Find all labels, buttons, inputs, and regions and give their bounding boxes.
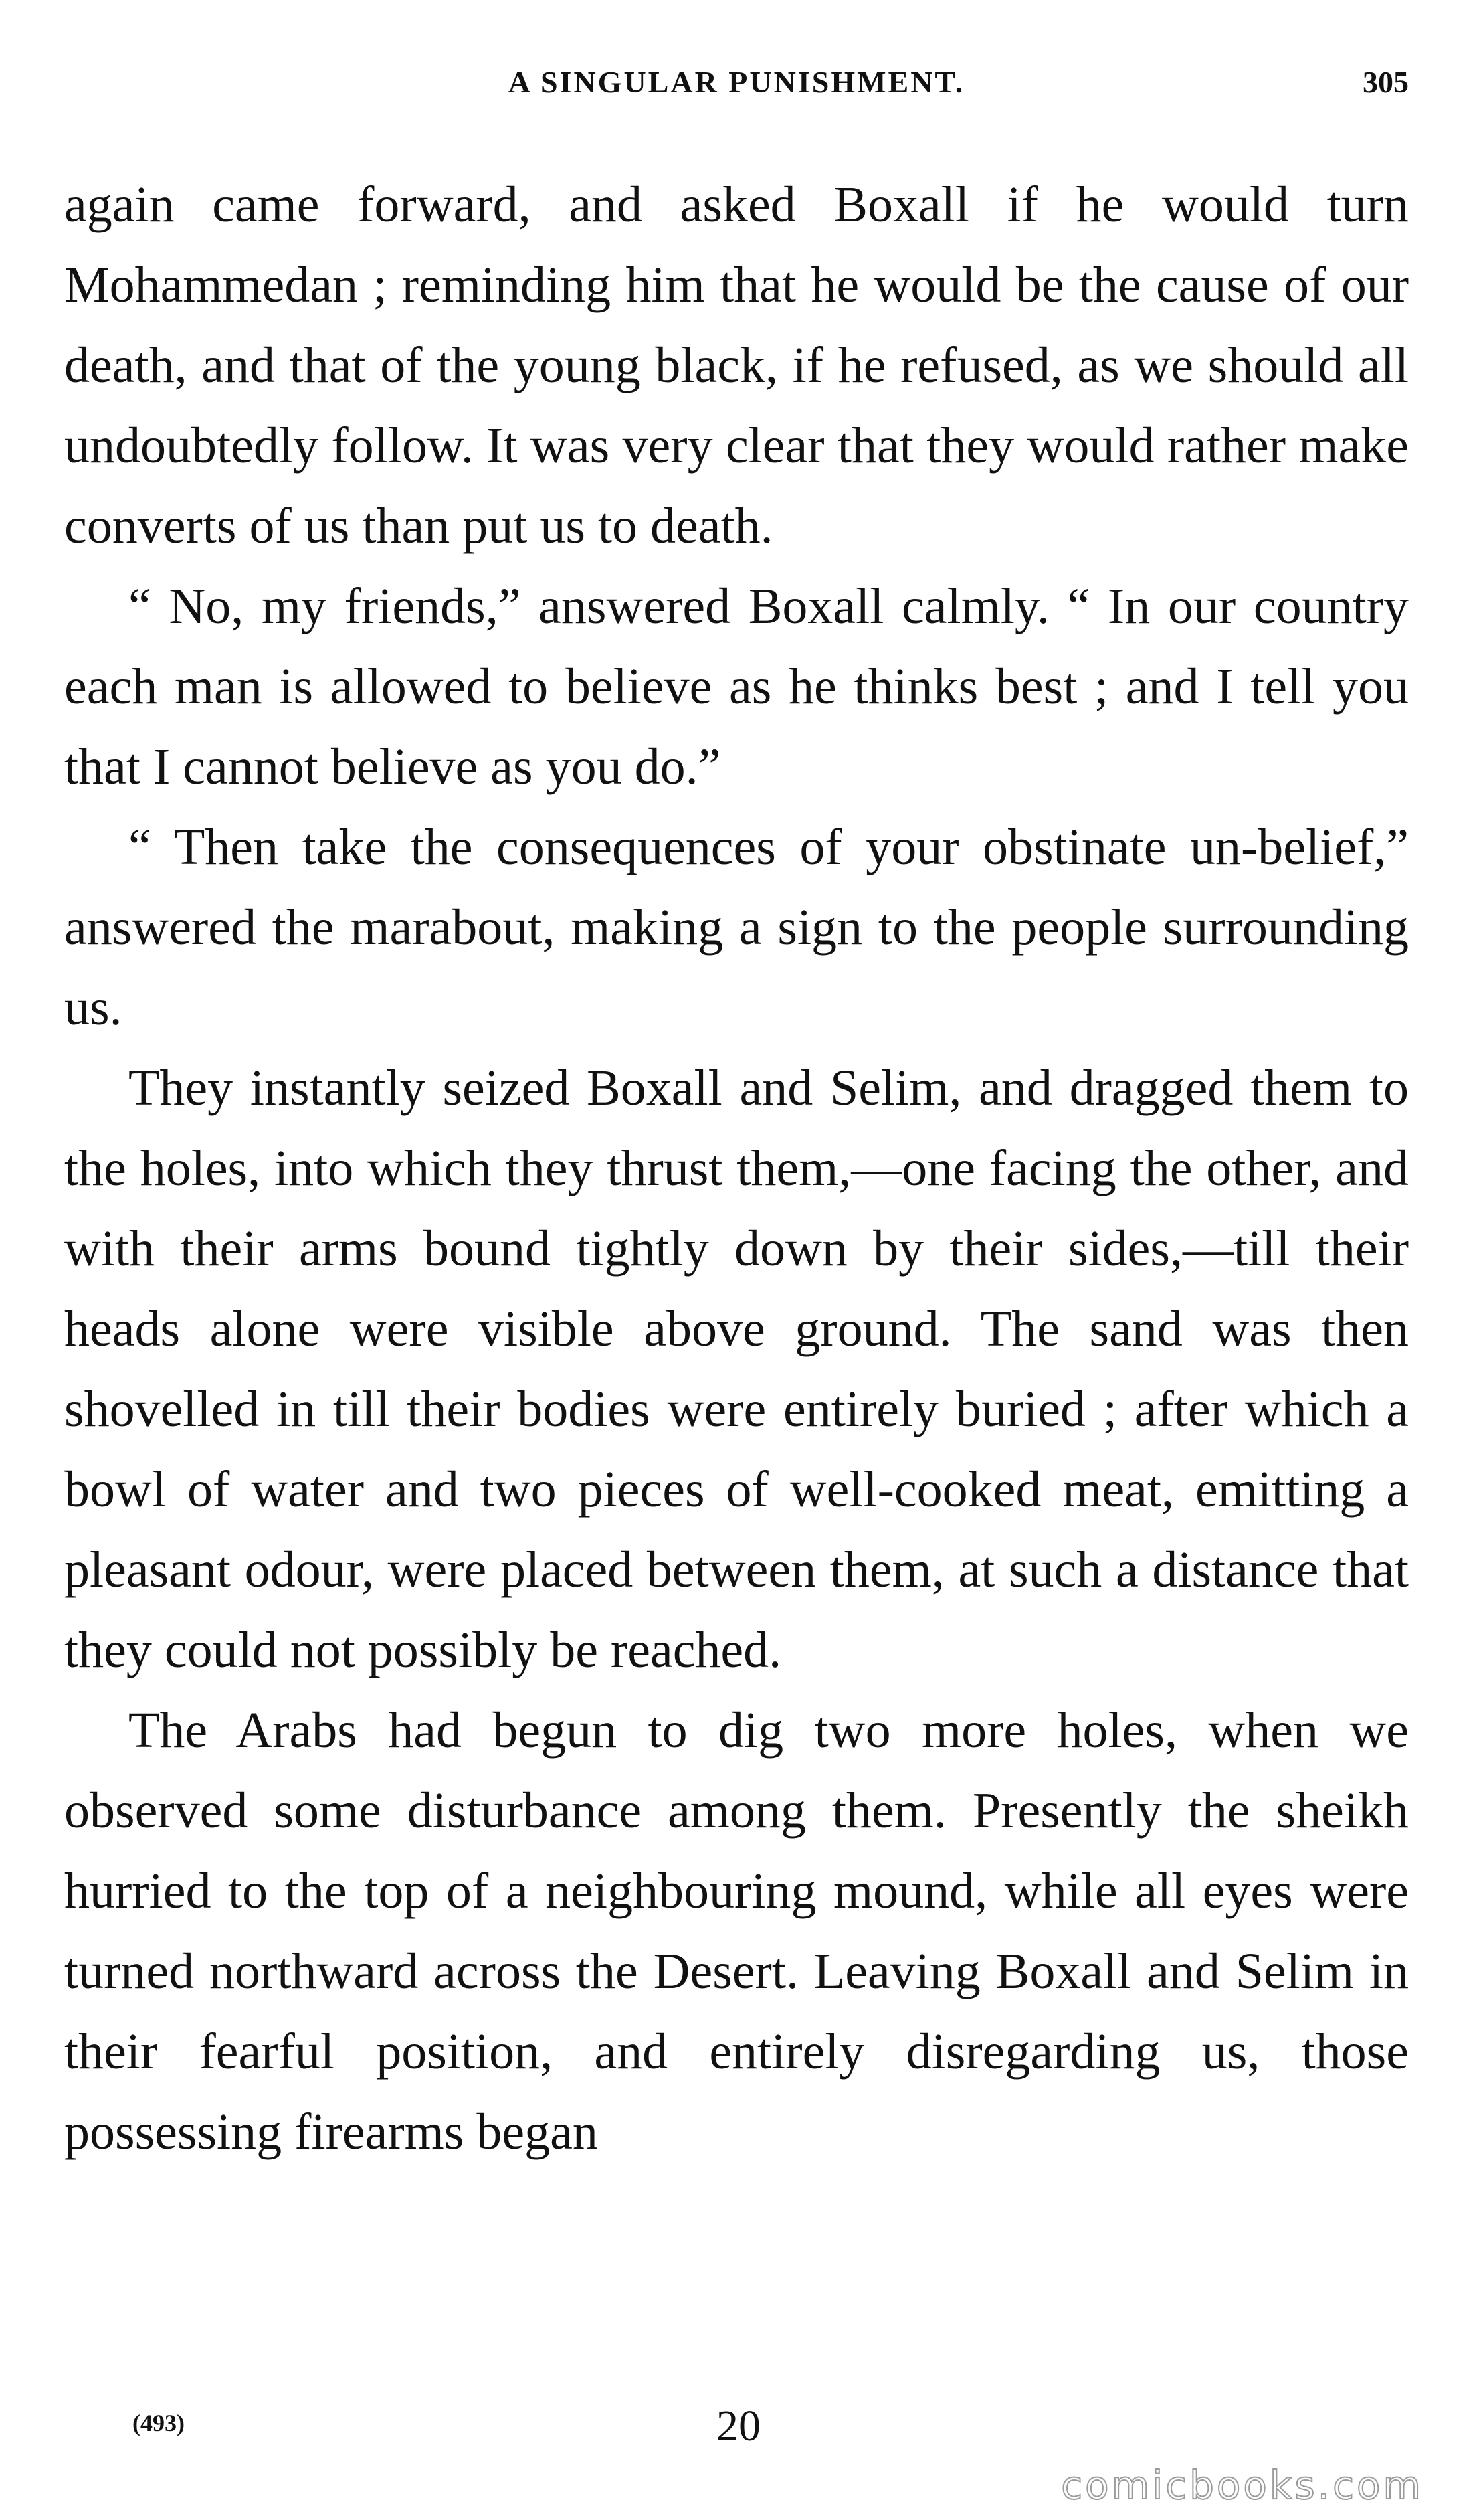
page-number: 305 [1363, 65, 1409, 99]
body-text [64, 165, 1409, 2172]
paragraph: They instantly seized Boxall and Selim, and dragged them to the holes, into which they thrust them,—one facing the other, and with their arms bound tightly down by their sides,—till their heads alone were visible above ground. The sand was then shovelled in till their bodies were entirely buried ; after which a bowl of water and two pieces of well-cooked meat, emitting a pleasant odour, were placed between them, at such a distance that they could not possibly be reached. [64, 1060, 1409, 1678]
paragraph: The Arabs had begun to dig two more holes, when we observed some disturbance among them. Presently the sheikh hurried to the top of a neighbouring mound, while all eyes were turned northward across the Desert. Leaving Boxall and Selim in their fearful position, and entirely disregarding us, those possessing firearms began [64, 1702, 1409, 2160]
paragraph: “ No, my friends,” answered Boxall calmly. “ In our country each man is allowed to believe as he thinks best ; and I tell you that I cannot believe as you do.” [64, 578, 1409, 795]
watermark: comicbooks.com [1061, 2462, 1423, 2508]
paragraph: again came forward, and asked Boxall if he would turn Mohammedan ; reminding him that he would be the cause of our death, and that of the young black, if he refused, as we should all undoubtedly follow. It was very clear that they would rather make converts of us than put us to death. [64, 177, 1409, 554]
paragraph: “ Then take the consequences of your obstinate un-belief,” answered the marabout, making a sign to the people surrounding us. [64, 819, 1409, 1036]
running-title: A SINGULAR PUNISHMENT. [508, 65, 965, 99]
signature-mark: (493) [132, 2410, 185, 2436]
running-head [64, 64, 1409, 111]
signature-number: 20 [716, 2402, 761, 2450]
